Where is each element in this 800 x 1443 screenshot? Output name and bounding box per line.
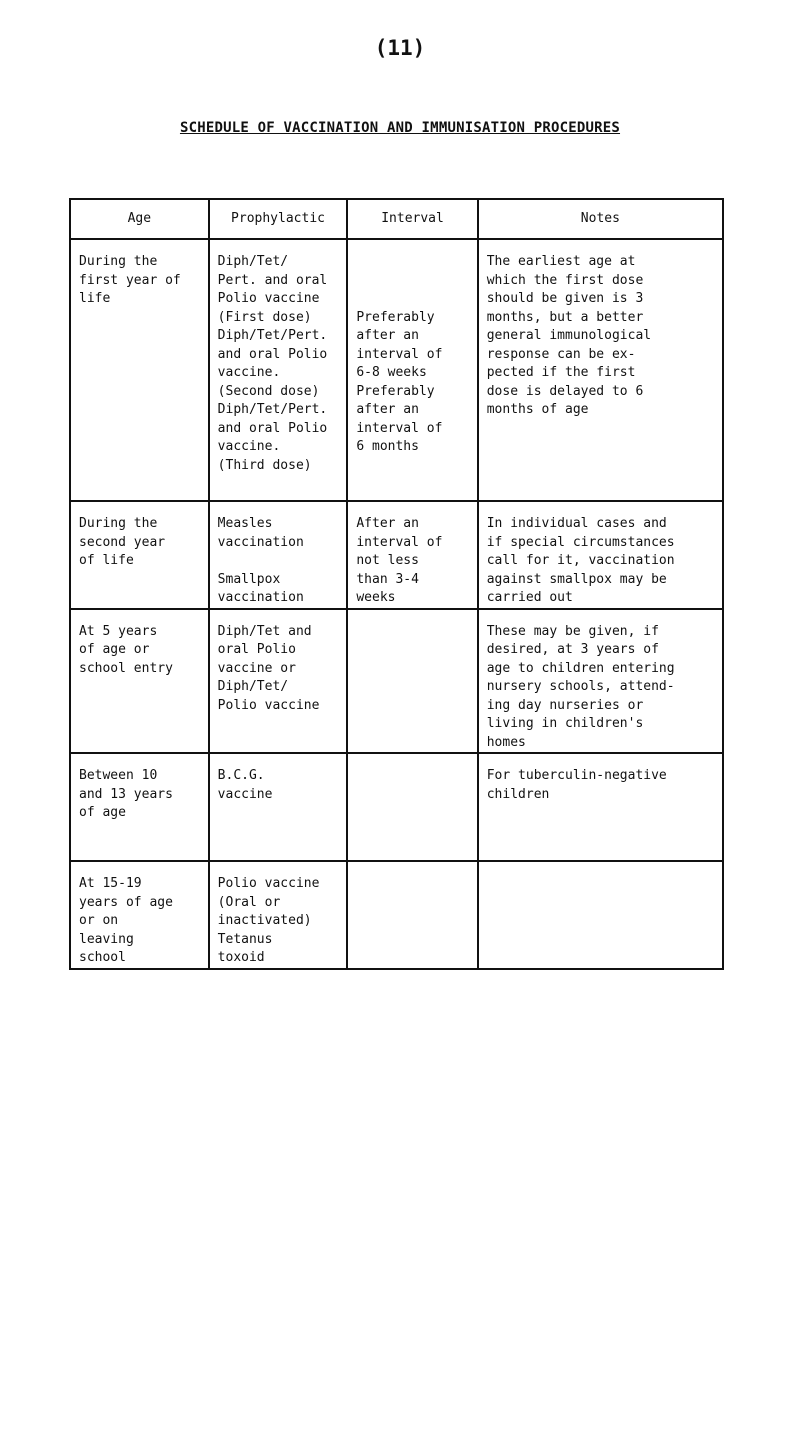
table-row [70, 501, 723, 609]
cell-line: Between 10 [79, 768, 158, 783]
header-interval: Interval [347, 199, 477, 239]
cell-line: months of age [486, 402, 589, 417]
cell-line: Diph/Tet/Pert. [217, 402, 328, 417]
cell-line: not less [356, 553, 419, 568]
cell-line: (Third dose) [217, 457, 312, 473]
cell-line: school [79, 950, 126, 965]
cell-line: nursery schools, attend- [486, 679, 675, 694]
cell-line: second year [79, 534, 166, 550]
cell-line: interval of [356, 346, 443, 362]
header-prophylactic: Prophylactic [209, 199, 348, 239]
cell-notes [478, 609, 723, 754]
cell-age [70, 239, 209, 501]
cell-line: vaccination [217, 590, 304, 605]
cell-line: In individual cases and [486, 516, 667, 531]
cell-line: Polio vaccine [217, 291, 320, 306]
cell-line: call for it, vaccination [486, 553, 675, 568]
cell-line: The earliest age at [486, 254, 636, 269]
cell-prophylactic [209, 861, 348, 969]
cell-prophylactic [209, 753, 348, 861]
cell-line: Diph/Tet and [217, 623, 312, 639]
cell-line: and oral Polio [217, 346, 328, 362]
cell-line: homes [486, 734, 526, 750]
cell-line: or on [79, 913, 119, 928]
cell-line: These may be given, if [486, 623, 659, 639]
cell-line: of age or [79, 642, 150, 657]
table-row [70, 861, 723, 969]
vaccination-schedule-table [69, 198, 724, 970]
cell-line: Diph/Tet/Pert. [217, 328, 328, 343]
cell-line: children [486, 786, 550, 802]
cell-line: leaving [79, 931, 134, 947]
cell-line: dose is delayed to 6 [486, 383, 644, 399]
cell-line: Preferably [356, 383, 435, 399]
cell-line: of life [79, 553, 134, 568]
cell-line: vaccine or [217, 660, 296, 676]
cell-line: life [79, 291, 111, 306]
cell-line: and 13 years [79, 786, 173, 802]
cell-line: Polio vaccine [217, 697, 320, 713]
cell-line: 6 months [356, 439, 419, 454]
cell-prophylactic [209, 501, 348, 609]
cell-line: Diph/Tet/ [217, 254, 289, 269]
cell-line: vaccine. [217, 439, 281, 454]
page-title: SCHEDULE OF VACCINATION AND IMMUNISATION PROCEDURES [179, 120, 621, 136]
cell-line: toxoid [217, 950, 265, 965]
cell-interval [347, 861, 477, 969]
cell-line: if special circumstances [486, 534, 675, 550]
cell-line: (Oral or [217, 894, 281, 910]
cell-line: oral Polio [217, 642, 296, 657]
cell-line: inactivated) [217, 913, 312, 928]
cell-line: response can be ex- [486, 346, 636, 362]
cell-line: Measles [217, 516, 273, 531]
cell-line: (Second dose) [217, 383, 320, 399]
cell-line: and oral Polio [217, 420, 328, 436]
cell-line: interval of [356, 534, 443, 550]
cell-line: Diph/Tet/ [217, 679, 289, 694]
cell-age [70, 609, 209, 754]
header-age: Age [70, 199, 209, 239]
cell-line: Polio vaccine [217, 876, 320, 891]
table-row [70, 239, 723, 501]
cell-line: Pert. and oral [217, 272, 328, 288]
cell-line: general immunological [486, 328, 652, 343]
cell-line: vaccine. [217, 365, 281, 380]
cell-line: against smallpox may be [486, 571, 667, 587]
cell-age [70, 753, 209, 861]
cell-age [70, 861, 209, 969]
cell-line: living in children's [486, 716, 644, 731]
cell-line: after an [356, 328, 419, 343]
cell-line: months, but a better [486, 309, 644, 325]
cell-line: weeks [356, 590, 396, 605]
cell-line: carried out [486, 590, 573, 605]
cell-line: age to children entering [486, 660, 675, 676]
page-number: (11) [374, 36, 426, 60]
cell-line: ing day nurseries or [486, 697, 644, 713]
cell-line: should be given is 3 [486, 291, 644, 306]
cell-line: years of age [79, 894, 173, 910]
cell-line: During the [79, 516, 158, 531]
cell-line: Preferably [356, 309, 435, 325]
cell-line: At 15-19 [79, 876, 142, 891]
cell-line: first year of [79, 272, 181, 288]
cell-line [218, 552, 347, 571]
cell-line: 6-8 weeks [356, 365, 427, 380]
cell-line: pected if the first [486, 365, 636, 380]
cell-prophylactic [209, 609, 348, 754]
cell-line: At 5 years [79, 623, 158, 639]
header-notes: Notes [478, 199, 723, 239]
cell-interval [347, 753, 477, 861]
cell-line: Tetanus [217, 931, 273, 947]
cell-line: interval of [356, 420, 443, 436]
cell-line: (First dose) [217, 309, 312, 325]
cell-line: school entry [79, 660, 173, 676]
cell-line: which the first dose [486, 272, 644, 288]
cell-line: vaccine [217, 786, 273, 802]
cell-line: after an [356, 402, 419, 417]
cell-line: than 3-4 [356, 571, 419, 587]
cell-age [70, 501, 209, 609]
cell-notes [478, 861, 723, 969]
cell-line: After an [356, 516, 419, 531]
cell-line: During the [79, 254, 158, 269]
cell-notes [478, 239, 723, 501]
table-header-row [70, 199, 723, 239]
cell-line: desired, at 3 years of [486, 642, 659, 657]
table-row [70, 753, 723, 861]
table-row [70, 609, 723, 754]
cell-line: of age [79, 805, 126, 820]
interval-spacer [356, 253, 476, 309]
cell-line: vaccination [217, 534, 304, 550]
cell-line: For tuberculin-negative [486, 768, 667, 783]
cell-line: Smallpox [217, 571, 281, 587]
cell-notes [478, 501, 723, 609]
cell-line: B.C.G. [217, 768, 265, 783]
cell-interval [347, 609, 477, 754]
cell-notes [478, 753, 723, 861]
cell-interval [347, 501, 477, 609]
cell-prophylactic [209, 239, 348, 501]
cell-interval [347, 239, 477, 501]
